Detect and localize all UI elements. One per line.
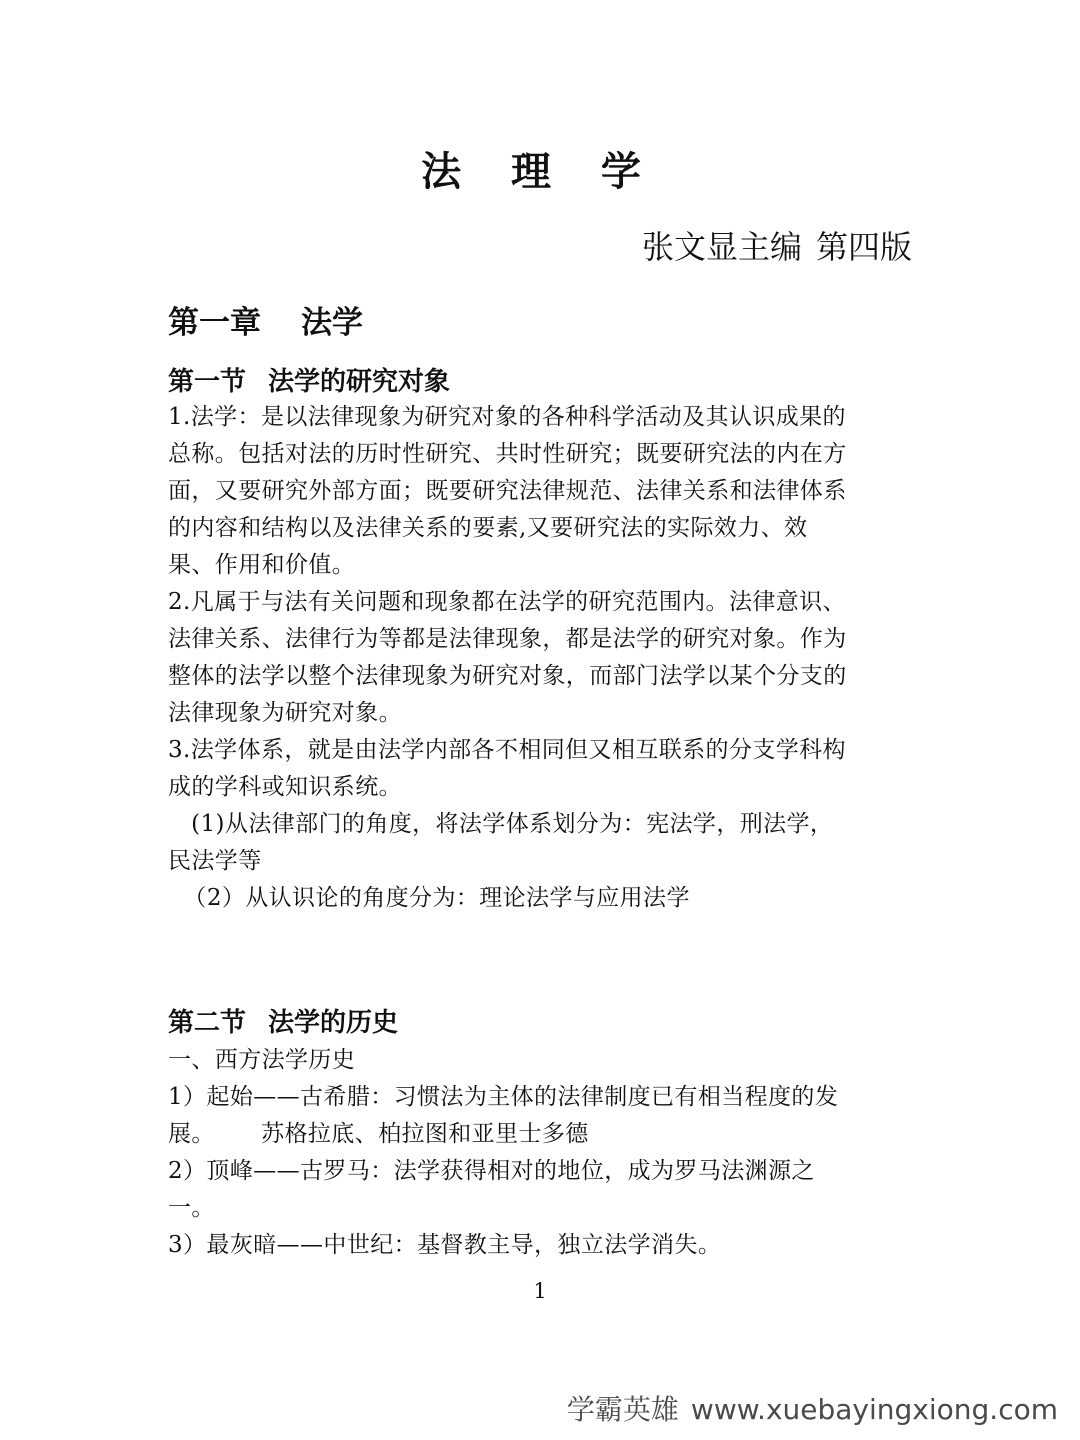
section-number: 第二节	[168, 1008, 247, 1038]
section-body	[168, 399, 913, 917]
body-line: 面，又要研究外部方面；既要研究法律规范、法律关系和法律体系	[168, 478, 847, 504]
body-line: 总称。包括对法的历时性研究、共时性研究；既要研究法的内在方	[168, 441, 847, 467]
watermark-brand: 学霸英雄	[566, 1393, 679, 1426]
body-line: 成的学科或知识系统。	[168, 774, 402, 800]
body-line: 的内容和结构以及法律关系的要素,又要研究法的实际效力、效	[168, 515, 808, 541]
document-title: 法 理 学	[421, 149, 659, 195]
editor-credit: 张文显主编	[641, 228, 802, 266]
section-heading	[168, 1003, 398, 1043]
chapter-name: 法学	[301, 305, 363, 341]
body-line: 展。 苏格拉底、柏拉图和亚里士多德	[168, 1121, 589, 1147]
body-line: 整体的法学以整个法律现象为研究对象，而部门法学以某个分支的	[168, 663, 847, 689]
page-number: 1	[533, 1279, 547, 1303]
body-line: 2）顶峰——古罗马：法学获得相对的地位，成为罗马法渊源之	[168, 1158, 815, 1184]
body-line: 1）起始——古希腊：习惯法为主体的法律制度已有相当程度的发	[168, 1084, 839, 1110]
document-subtitle	[642, 222, 912, 272]
body-line: 法律现象为研究对象。	[168, 700, 402, 726]
watermark-url: www.xuebayingxiong.com	[690, 1393, 1058, 1426]
body-line: (1)从法律部门的角度，将法学体系划分为：宪法学，刑法学，	[168, 811, 834, 837]
body-line: 一。	[168, 1195, 215, 1221]
edition-label: 第四版	[815, 228, 912, 266]
chapter-heading	[168, 296, 363, 350]
watermark	[567, 1390, 1058, 1430]
body-line: 2.凡属于与法有关问题和现象都在法学的研究范围内。法律意识、	[168, 589, 846, 615]
section-name: 法学的历史	[268, 1008, 399, 1038]
body-line: 1.法学：是以法律现象为研究对象的各种科学活动及其认识成果的	[168, 404, 846, 430]
section-number: 第一节	[168, 367, 247, 397]
section-name: 法学的研究对象	[268, 367, 451, 397]
body-line: 3.法学体系，就是由法学内部各不相同但又相互联系的分支学科构	[168, 737, 846, 763]
body-line: 民法学等	[168, 848, 262, 874]
body-line: （2）从认识论的角度分为：理论法学与应用法学	[168, 885, 690, 911]
body-line: 果、作用和价值。	[168, 552, 356, 578]
chapter-number: 第一章	[168, 305, 261, 341]
section-body	[168, 1042, 913, 1264]
body-line: 法律关系、法律行为等都是法律现象，都是法学的研究对象。作为	[168, 626, 847, 652]
section-heading	[168, 362, 450, 402]
body-line: 3）最灰暗——中世纪：基督教主导，独立法学消失。	[168, 1232, 722, 1258]
body-line: 一、西方法学历史	[168, 1047, 356, 1073]
